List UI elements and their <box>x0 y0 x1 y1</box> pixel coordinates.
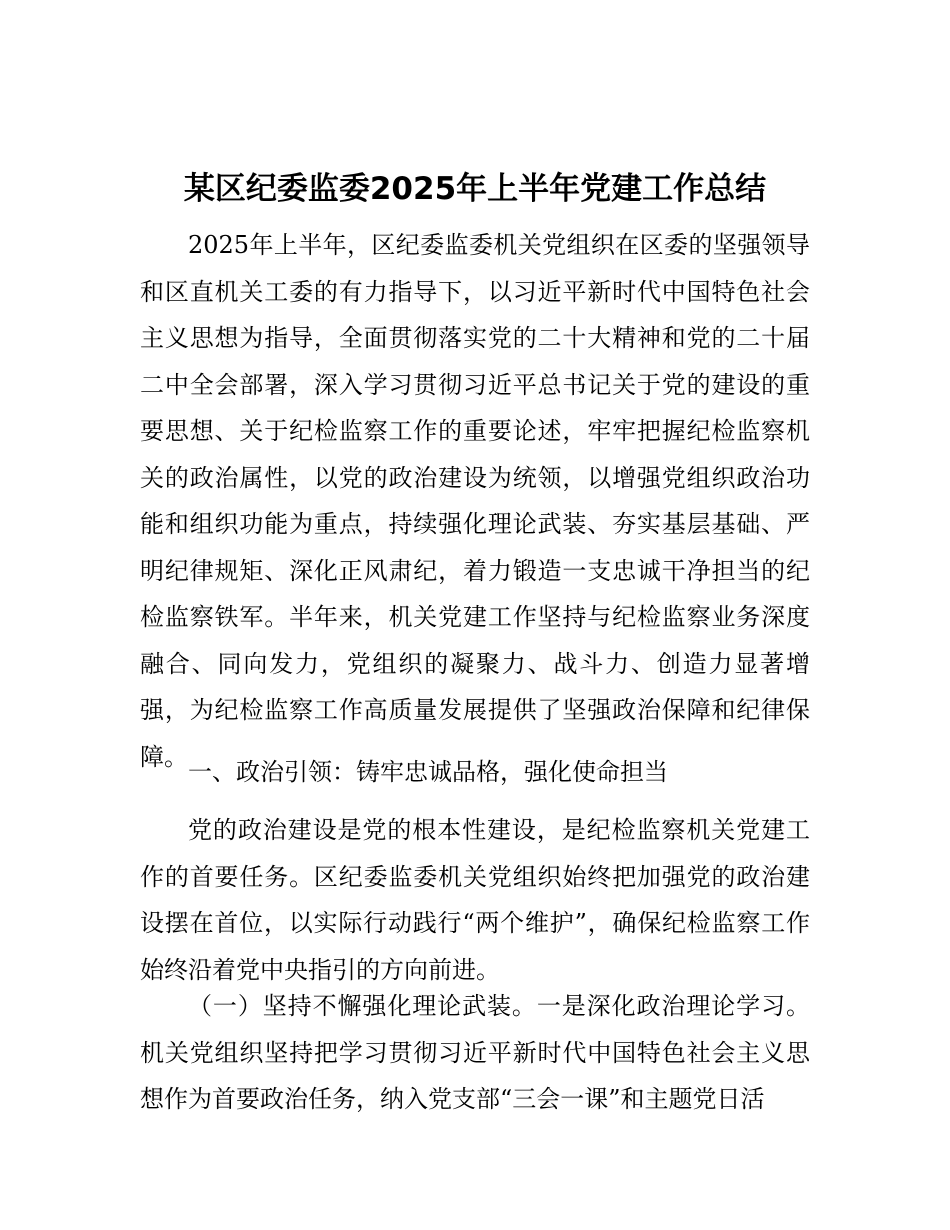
subsection-1-paragraph: （一）坚持不懈强化理论武装。一是深化政治理论学习。机关党组织坚持把学习贯彻习近平新时代中国特色社会主义思想作为首要政治任务，纳入党支部“三会一课”和主题党日活 <box>140 992 810 1113</box>
intro-paragraph: 2025年上半年，区纪委监委机关党组织在区委的坚强领导和区直机关工委的有力指导下，以习近平新时代中国特色社会主义思想为指导，全面贯彻落实党的二十大精神和党的二十届二中全会部署，深入学习贯彻习近平总书记关于党的建设的重要思想、关于纪检监察工作的重要论述，牢牢把握纪检监察机关的政治属性，以党的政治建设为统领，以增强党组织政治功能和组织功能为重点，持续强化理论武装、夯实基层基础、严明纪律规矩、深化正风肃纪，着力锻造一支忠诚干净担当的纪检监察铁军。半年来，机关党建工作坚持与纪检监察业务深度融合、同向发力，党组织的凝聚力、战斗力、创造力显著增强，为纪检监察工作高质量发展提供了坚强政治保障和纪律保障。 <box>140 231 810 771</box>
document-title: 某区纪委监委2025年上半年党建工作总结 <box>183 171 767 207</box>
section-heading-1: 一、政治引领：铸牢忠诚品格，强化使命担当 <box>188 758 668 786</box>
section-1-paragraph: 党的政治建设是党的根本性建设，是纪检监察机关党建工作的首要任务。区纪委监委机关党组织始终把加强党的政治建设摆在首位，以实际行动践行“两个维护”，确保纪检监察工作始终沿着党中央指引的方向前进。 <box>140 816 810 984</box>
